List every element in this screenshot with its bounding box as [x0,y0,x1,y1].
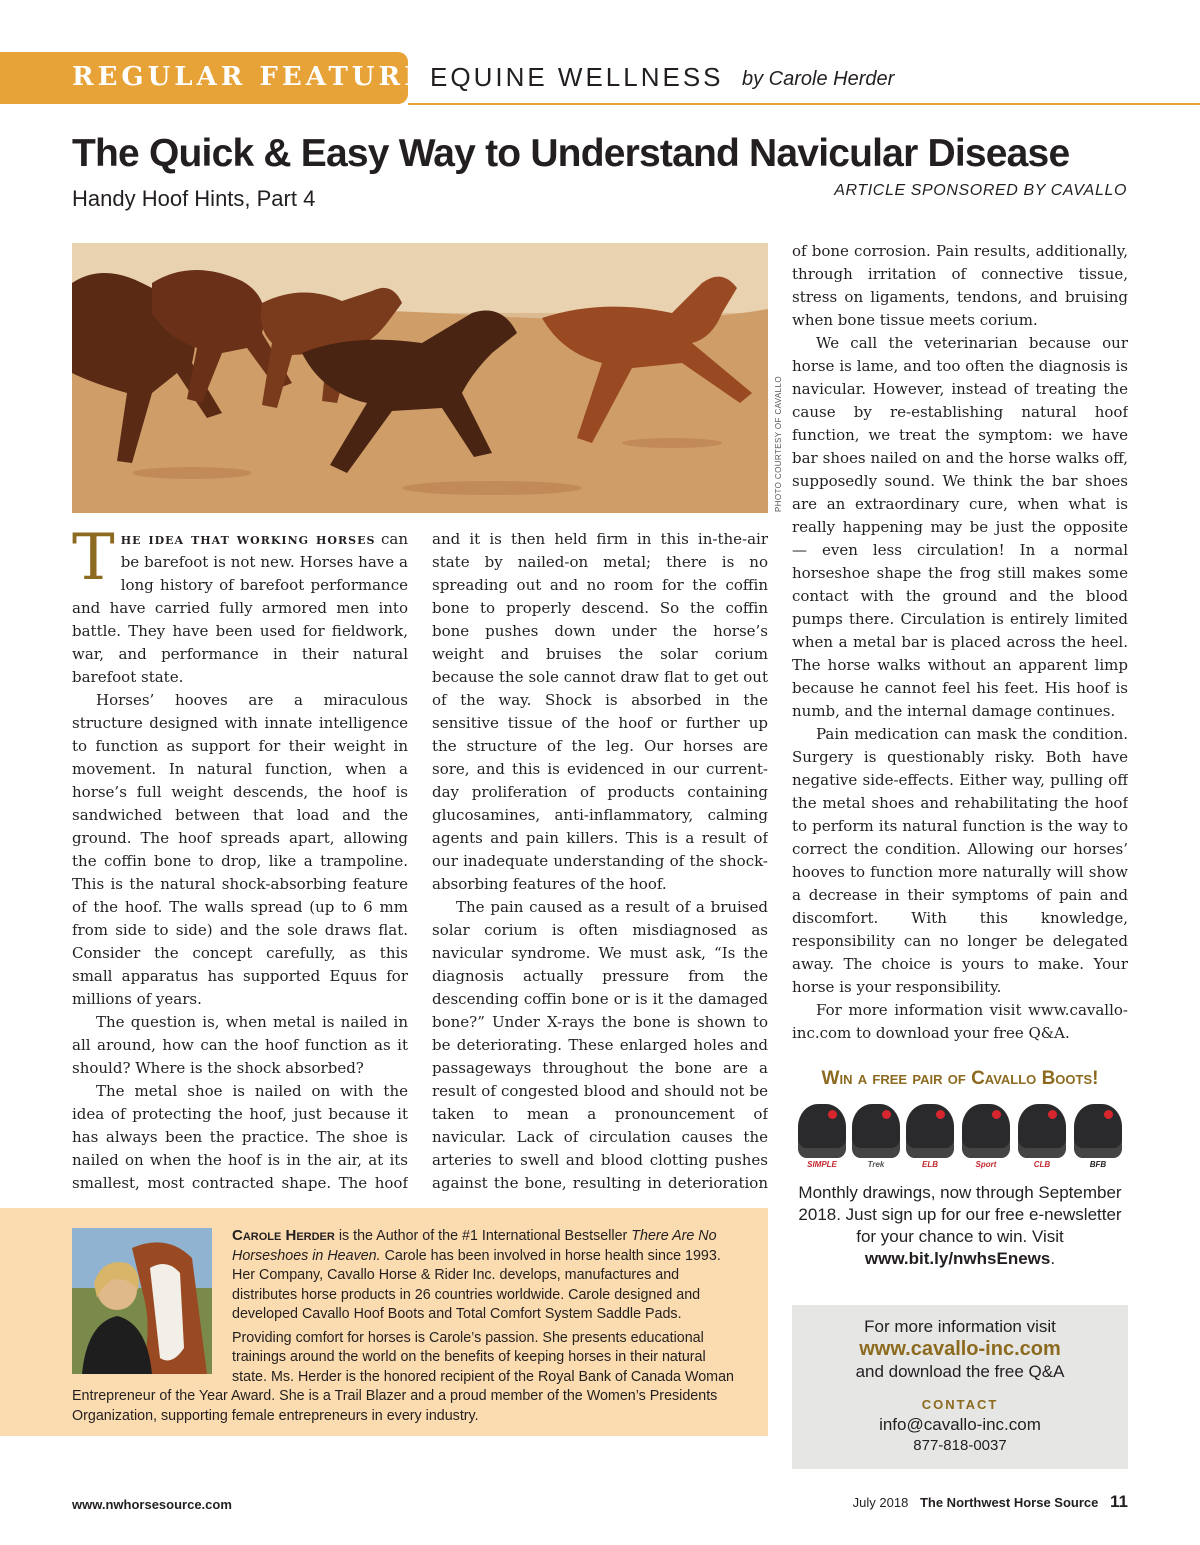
bio-text: Carole has been involved in horse health since 1993. Her Company, Cavallo Horse & Rider Inc. develops, manufactures and distributes horse products in 26 countries worldwide. Carole designed and developed Cavallo Hoof Boots and Total Comfort System Saddle Pads. [232,1247,721,1322]
bio-photo-spacer [72,1226,232,1378]
article-column-1 [72,528,408,1198]
article-column-2 [432,528,768,1198]
section-name: EQUINE WELLNESS [430,62,724,92]
newsletter-link[interactable]: www.bit.ly/nwhsEnews [864,1249,1051,1268]
boot-icon [962,1104,1010,1158]
feature-label: REGULAR FEATURE [72,62,428,92]
info-download: and download the free Q&A [855,1362,1065,1381]
article-title: The Quick & Easy Way to Understand Navicular Disease [72,132,1070,175]
horses-illustration [72,243,768,513]
paragraph: Horses’ hooves are a miraculous structure designed with innate intelligence to function as support for their weight in movement. In natural function, when a horse’s full weight descends, the hoof is sandwiched between that load and the ground. The hoof spreads apart, allowing the coffin bone to drop, like a trampoline. This is the natural shock-absorbing feature of the hoof. The walls spread (up to 6 mm from side to side) and the sole draws flat. Consider the concept carefully, as this small apparatus has supported Equus for millions of years. [72,691,408,1008]
paragraph: The pain caused as a result of a bruised solar corium is often misdiagnosed as navicular syndrome. We must ask, “Is the diagnosis actually pressure from the descending coffin bone or is it the damaged bone?” Under X-rays the bone is shown to be deteriorating. These enlarged holes and passageways throughout the bone are a result of congested blood and should not be taken to mean a pronouncement of navicular. Lack of circulation causes the arteries to swell and blood clotting pushes against the bone, resulting in deterioration [432,898,768,1192]
giveaway-title: Win a free pair of Cavallo Boots! [821,1068,1099,1089]
giveaway-body: Monthly drawings, now through September 2018. Just sign up for our free e-newsletter for your chance to win. Visit [798,1183,1122,1246]
paragraph: We call the veterinarian because our horse is lame, and too often the diagnosis is navicular. However, instead of treating the cause by re-establishing natural hoof function, we treat the symptom: we have bar shoes nailed on and the horse walks off, supposedly sound. We think the bar shoes are an extraordinary cure, when what is really happening may be just the opposite — even less circulation! In a normal horseshoe shape the frog still makes some contact with the ground and the blood pumps there. Circulation is entirely limited when a metal bar is placed across the heel. The horse walks without an apparent limp because he cannot feel his feet. His hoof is numb, and the internal damage continues. [792,334,1128,720]
boot-label: ELB [922,1160,938,1169]
bio-paragraph: Providing comfort for horses is Carole’s passion. She presents educational trainings around the world on the benefits of keeping horses in their natural state. Ms. Herder is the honored recipient of the Royal Bank of Canada Woman Entrepreneur of the Year Award. She is a Trail Blazer and a proud member of the Women’s Presidents Organization, supporting female entrepreneurs in every industry. [72,1329,734,1424]
boot-label: SIMPLE [807,1160,837,1169]
boot-icon [906,1104,954,1158]
boot-label: BFB [1089,1160,1107,1169]
boot-icon [1018,1104,1066,1158]
paragraph: For more information visit www.cavallo-inc.com to download your free Q&A. [792,1001,1128,1042]
footer-info [853,1492,1128,1512]
footer-website[interactable]: www.nwhorsesource.com [72,1497,232,1512]
info-visit: For more information visit [864,1317,1056,1336]
giveaway-punct: . [1050,1249,1056,1268]
book-title: There Are No Horseshoes in Heaven. [232,1228,717,1264]
contact-phone: 877-818-0037 [913,1437,1007,1454]
boot-label: Sport [975,1160,997,1169]
boot-label: CLB [1033,1160,1051,1169]
bio-text: is the Author of the #1 International Bestseller [334,1228,632,1244]
header-rule [408,103,1200,105]
author-bio-text [72,1226,744,1430]
paragraph: The metal shoe is nailed on with the idea of protecting the hoof, just because it has always been the practice. The shoe is nailed on when the hoof is in the air, at its smallest, most contracted shape. The hoof [72,1082,408,1192]
contact-heading: CONTACT [921,1397,999,1412]
page-number: 11 [1110,1492,1128,1511]
drop-cap: T [72,528,115,595]
publication-name: The Northwest Horse Source [919,1495,1099,1510]
paragraph: Pain medication can mask the condition. Surgery is questionably risky. Both have negative side-effects. Either way, pulling off the metal shoes and rehabilitating the hoof to perform its natural function is the way to correct the condition. Allowing our horses’ hooves to function more naturally will show a decrease in their symptoms of pain and discomfort. With this knowledge, responsibility can no longer be delegated away. The choice is yours to make. Your horse is your responsibility. [792,725,1128,996]
info-url-link[interactable]: www.cavallo-inc.com [859,1338,1061,1360]
feature-tab [0,52,428,104]
sponsor-note: ARTICLE SPONSORED BY CAVALLO [834,182,1127,199]
article-column-3 [792,240,1128,1050]
issue-date: July 2018 [852,1495,909,1510]
boots-photo [792,1100,1128,1176]
hero-photo-horses [72,243,768,513]
paragraph: The question is, when metal is nailed in all around, how can the hoof function as it should? Where is the shock absorbed? [72,1013,408,1077]
article-subtitle: Handy Hoof Hints, Part 4 [72,186,316,211]
paragraph: of bone corrosion. Pain results, additionally, through irritation of connective tissue, stress on ligaments, tendons, and bruising when bone tissue meets corium. [792,242,1128,329]
boot-icon [852,1104,900,1158]
author-name: Carole Herder [232,1227,335,1244]
info-box [792,1305,1128,1469]
paragraph: and it is then held firm in this in-the-air state by nailed-on metal; there is no spreading out and no room for the coffin bone to properly descend. So the coffin bone pushes down under the horse’s weight and bruises the solar corium because the sole cannot draw flat to get out of the way. Shock is absorbed in the sensitive tissue of the hoof or further up the structure of the leg. Our horses are sore, and this is evidenced in our current-day proliferation of products containing glucosamines, anti-inflammatory, calming agents and pain killers. This is a result of our inadequate understanding of the shock-absorbing features of the hoof. [432,530,768,893]
boot-icon [798,1104,846,1158]
boot-label: Trek [867,1160,885,1169]
paragraph-lead [72,528,408,689]
byline: by Carole Herder [742,68,895,90]
lead-in: he idea that working horses [120,530,376,548]
paragraph-text: can be barefoot is not new. Horses have a long history of barefoot performance and have carried fully armored men into battle. They have been used for fieldwork, war, and performance in their natural barefoot state. [72,530,408,686]
giveaway-text [792,1182,1128,1270]
contact-email[interactable]: info@cavallo-inc.com [879,1415,1041,1434]
boot-icon [1074,1104,1122,1158]
photo-credit: PHOTO COURTESY OF CAVALLO [774,376,783,512]
